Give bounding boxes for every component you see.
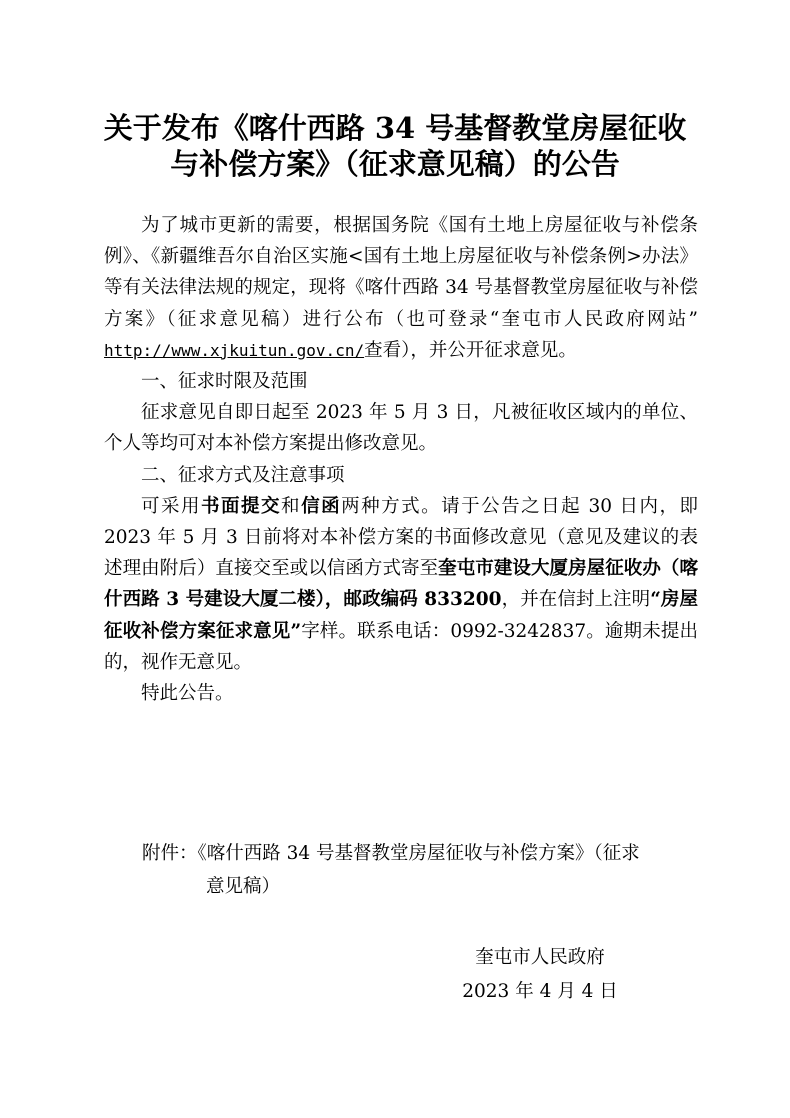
attachment-line-1: 附件：《喀什西路 34 号基督教堂房屋征收与补偿方案》（征求 xyxy=(142,843,640,864)
section-1-heading: 一、征求时限及范围 xyxy=(141,371,308,393)
section-2-text-part: ，并在信封上注明 xyxy=(501,589,651,611)
intro-text-after: 查看），并公开征求意见。 xyxy=(364,339,577,361)
attachment-line-2: 意见稿） xyxy=(206,876,281,897)
intro-paragraph xyxy=(104,210,698,366)
section-2-text xyxy=(104,491,698,678)
bold-address: 奎屯市建设大厦房屋征收办（喀什西路 3 号建设大厦二楼），邮政编码 833200 xyxy=(104,558,698,611)
section-2-text-part: 可采用 xyxy=(141,495,202,517)
section-2-text-part: 和 xyxy=(281,495,302,517)
bold-envelope-note: “房屋征收补偿方案征求意见” xyxy=(104,589,698,642)
signature-date: 2023 年 4 月 4 日 xyxy=(462,981,618,1002)
title-line-1: 关于发布《喀什西路 34 号基督教堂房屋征收 xyxy=(103,111,687,145)
document-body xyxy=(104,210,698,709)
section-2-heading: 二、征求方式及注意事项 xyxy=(141,464,345,486)
signature-org: 奎屯市人民政府 xyxy=(475,947,605,968)
section-2-text-part: 字样。联系电话：0992-3242837。逾期未提出的，视作无意见。 xyxy=(104,620,698,673)
attachment-note xyxy=(142,837,698,903)
document-title xyxy=(60,110,730,182)
intro-text-before: 为了城市更新的需要，根据国务院《国有土地上房屋征收与补偿条例》、《新疆维吾尔自治区实施<国有土地上房屋征收与补偿条例>办法》等有关法律法规的规定，现将《喀什西路 34 号基督教堂房屋征收与补偿方案》（征求意见稿）进行公布（也可登录“奎屯市人民政府网站” xyxy=(104,215,698,330)
section-1-text: 征求意见自即日起至 2023 年 5 月 3 日，凡被征收区域内的单位、个人等均可对本补偿方案提出修改意见。 xyxy=(104,402,698,455)
website-link[interactable]: http://www.xjkuitun.gov.cn/ xyxy=(104,340,365,360)
title-line-2: 与补偿方案》（征求意见稿）的公告 xyxy=(170,147,620,181)
bold-written-submission: 书面提交 xyxy=(201,495,282,517)
section-2-text-part: 两种方式。请于公告之日起 30 日内，即 2023 年 5 月 3 日前将对本补偿方案的书面修改意见（意见及建议的表述理由附后）直接交至或以信函方式寄至 xyxy=(104,495,698,580)
closing-text: 特此公告。 xyxy=(141,683,234,705)
bold-letter: 信函 xyxy=(301,495,342,517)
signature-block xyxy=(440,941,640,1009)
